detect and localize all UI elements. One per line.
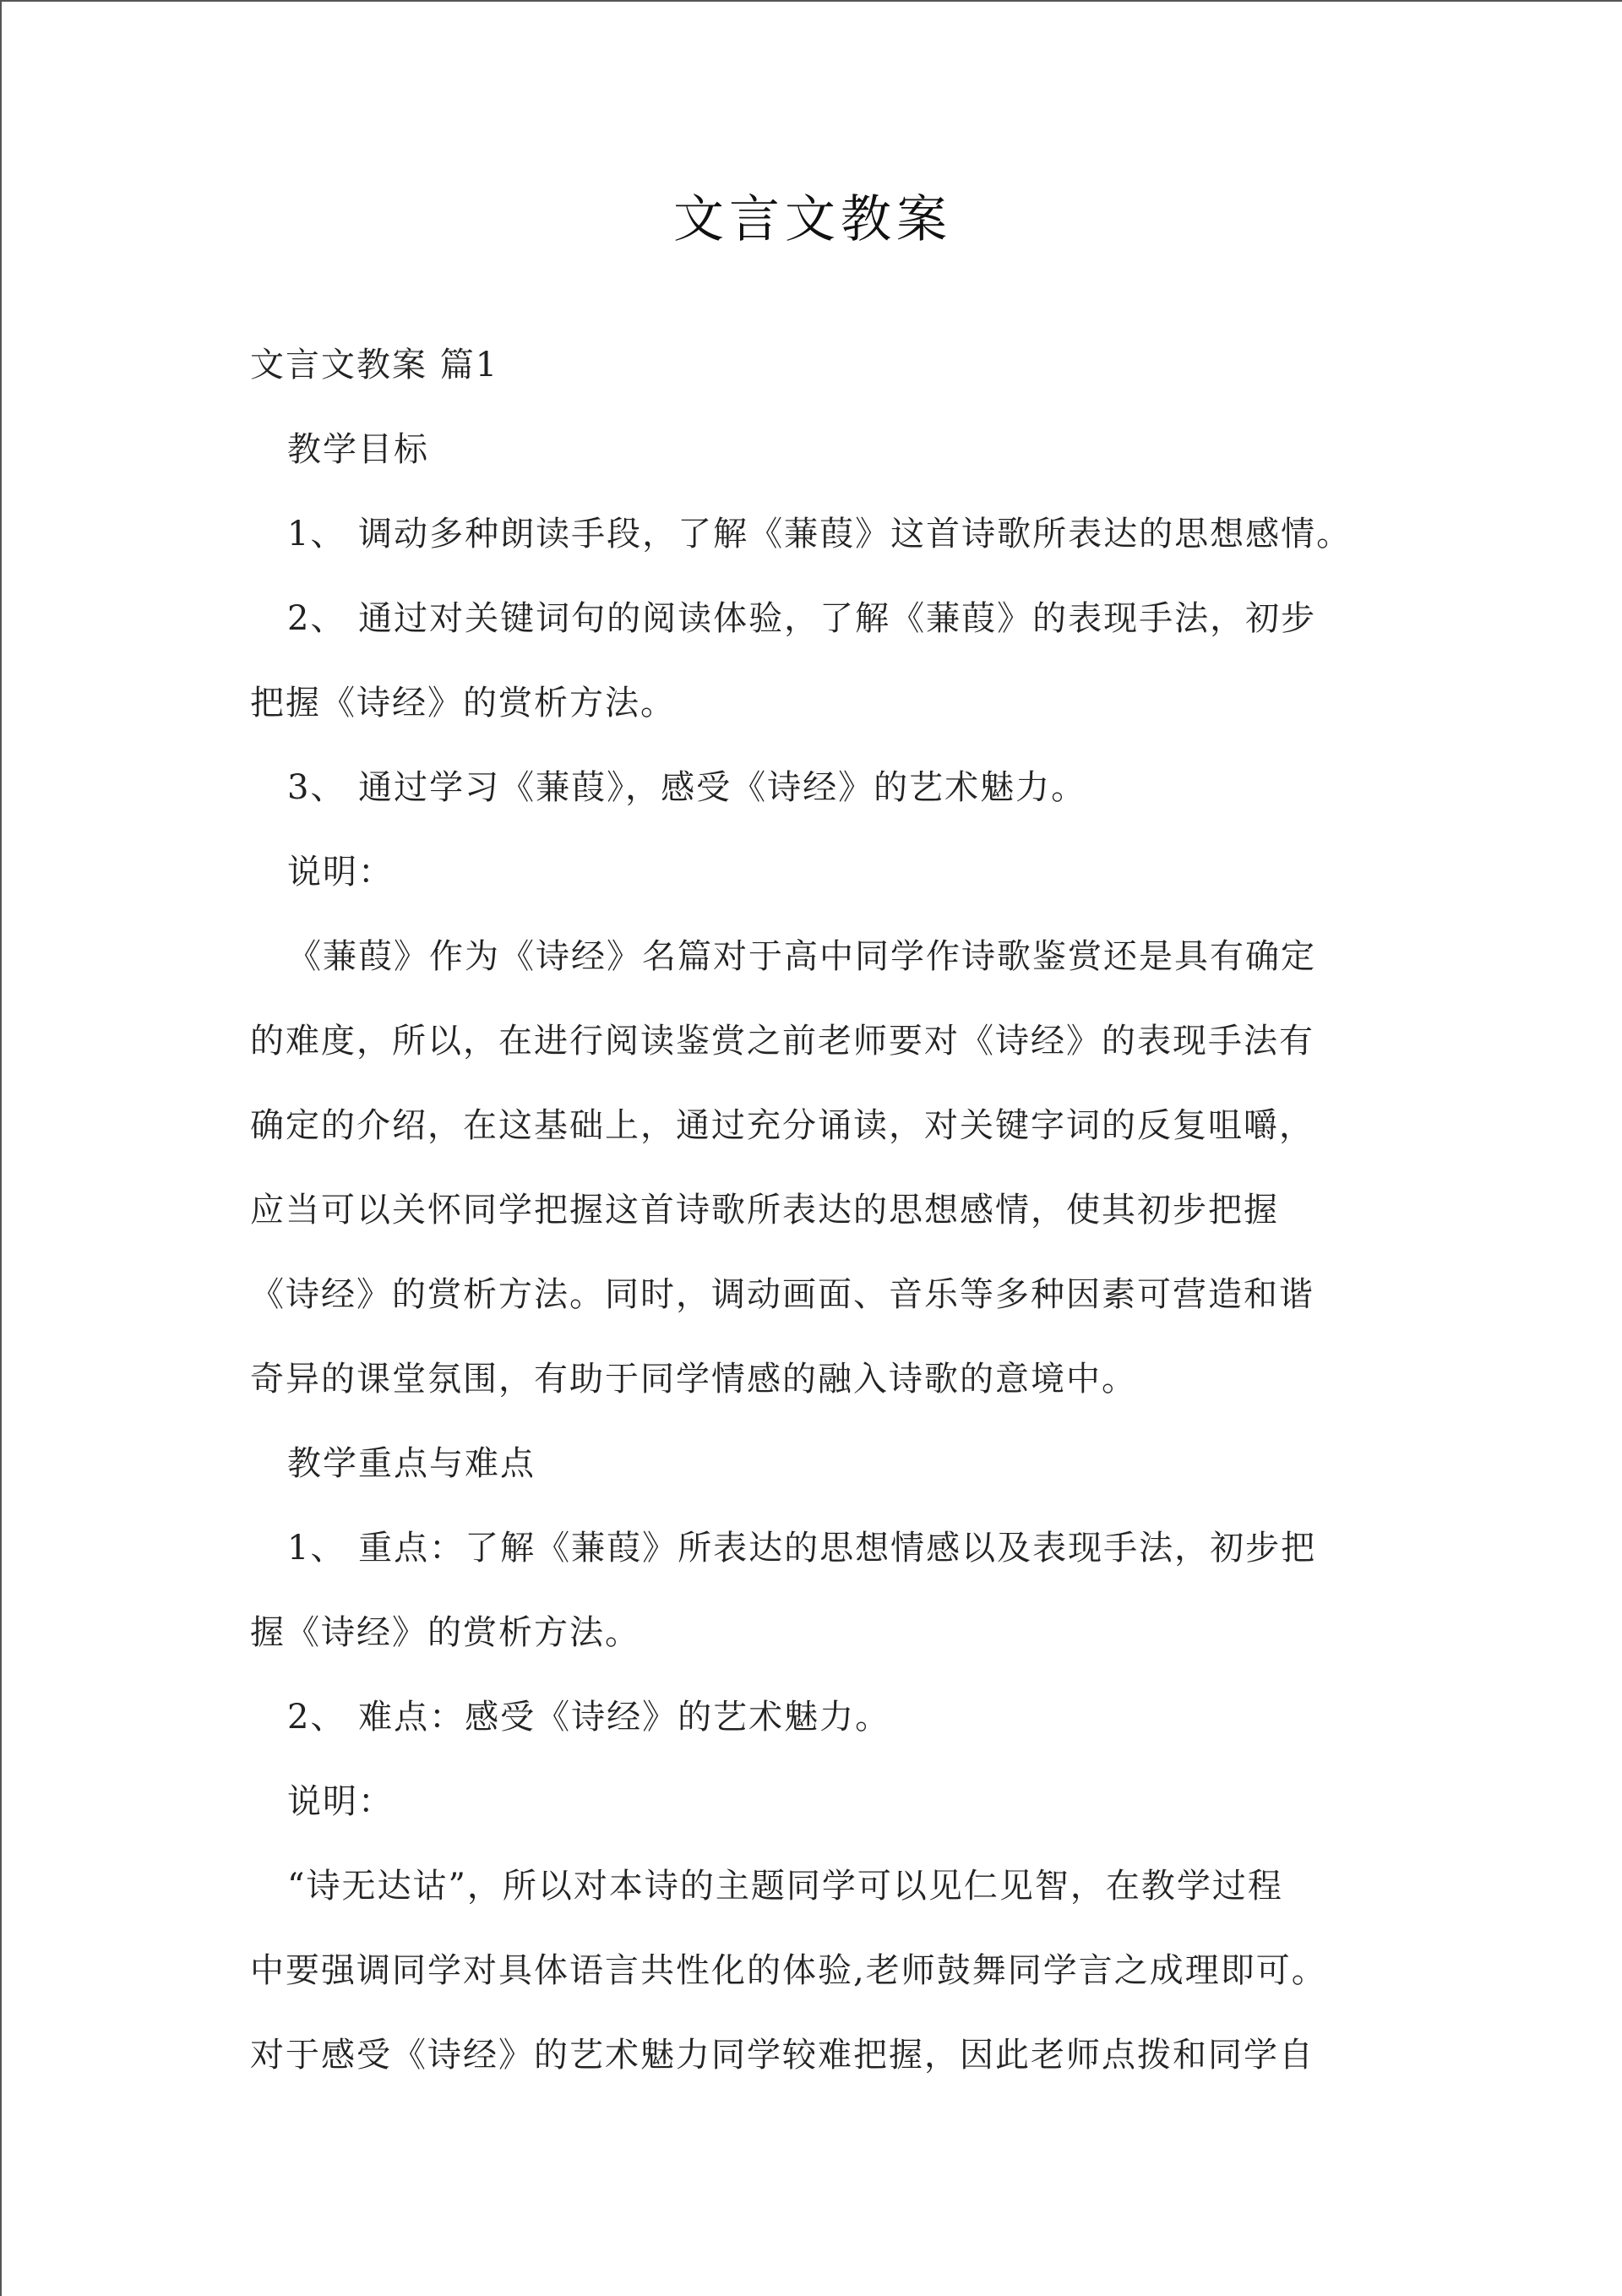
text-line: 1、 调动多种朗读手段，了解《蒹葭》这首诗歌所表达的思想感情。 [287,515,1353,554]
text-line: 中要强调同学对具体语言共性化的体验,老师鼓舞同学言之成理即可。 [250,1951,1327,1990]
text-line: 2、 通过对关键词句的阅读体验，了解《蒹葭》的表现手法，初步 [287,599,1317,638]
document-body [250,323,1382,2097]
text-line: 握《诗经》的赏析方法。 [250,1613,640,1652]
text-line: 教学目标 [287,430,429,469]
text-line: 把握《诗经》的赏析方法。 [250,684,676,723]
text-line: 对于感受《诗经》的艺术魅力同学较难把握，因此老师点拨和同学自 [250,2036,1314,2075]
text-line: 说明： [287,853,394,892]
document-title: 文言文教案 [673,190,952,249]
text-line: 奇异的课堂氛围，有助于同学情感的融入诗歌的意境中。 [250,1360,1137,1399]
text-line: 教学重点与难点 [287,1444,536,1483]
text-line: 的难度，所以，在进行阅读鉴赏之前老师要对《诗经》的表现手法有 [250,1022,1314,1061]
text-line: 确定的介绍，在这基础上，通过充分诵读，对关键字词的反复咀嚼， [250,1106,1314,1145]
text-line: 文言文教案 篇1 [250,346,499,384]
text-line: 应当可以关怀同学把握这首诗歌所表达的思想感情，使其初步把握 [250,1191,1279,1230]
text-line: 3、 通过学习《蒹葭》，感受《诗经》的艺术魅力。 [287,768,1087,807]
text-line: 2、 难点：感受《诗经》的艺术魅力。 [287,1698,891,1737]
text-line: 1、 重点：了解《蒹葭》所表达的思想情感以及表现手法，初步把 [287,1529,1317,1568]
text-line: “诗无达诂”，所以对本诗的主题同学可以见仁见智，在教学过程 [287,1867,1283,1906]
text-line: 《蒹葭》作为《诗经》名篇对于高中同学作诗歌鉴赏还是具有确定 [287,937,1316,976]
text-line: 说明： [287,1782,394,1821]
text-line: 《诗经》的赏析方法。同时，调动画面、音乐等多种因素可营造和谐 [250,1275,1314,1314]
